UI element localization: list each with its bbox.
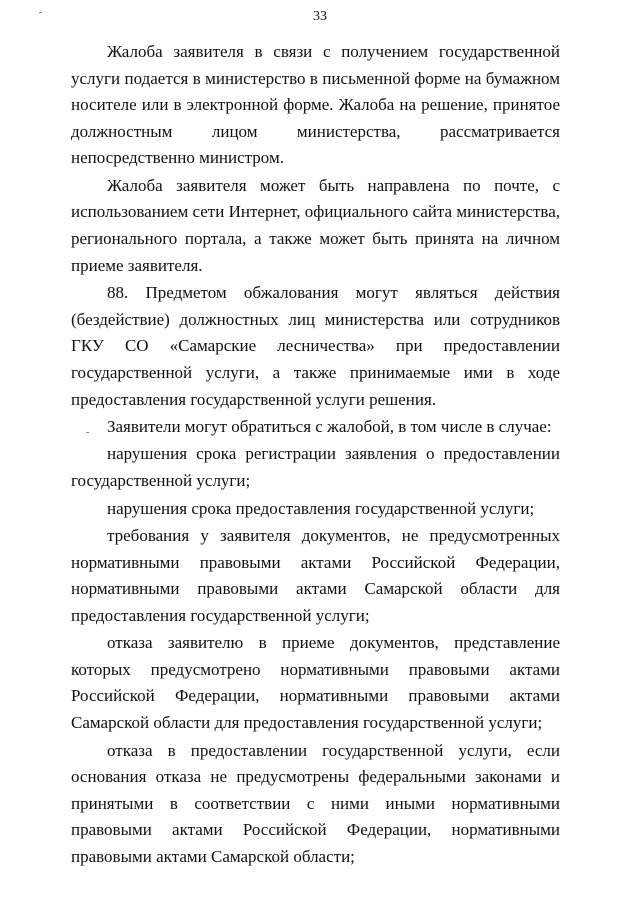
paragraph-complaint-submission: Жалоба заявителя в связи с получением государственной услуги подается в министерство в письменной форме на бумажном носителе или в электронной форме. Жалоба на решение, принятое должностным лицом министерства, рассматривается непосредственно министром. — [71, 42, 560, 168]
page-number: 33 — [313, 9, 327, 24]
document-body — [71, 39, 560, 871]
paragraph-complaint-channels: Жалоба заявителя может быть направлена по почте, с использованием сети Интернет, официального сайта министерства, регионального портала, а также может быть принята на личном приеме заявителя. — [71, 175, 560, 275]
list-item-extra-documents: требования у заявителя документов, не предусмотренных нормативными правовыми актами Российской Федерации, нормативными правовыми актами Самарской области для предоставления государственной услуги; — [71, 526, 560, 625]
paragraph-item-88: 88. Предметом обжалования могут являться действия (бездействие) должностных лиц министерства или сотрудников ГКУ СО «Самарские лесничества» при предоставлении государственной услуги, а также принимаемые ими в ходе предоставления государственной услуги решения. — [71, 283, 560, 409]
paragraph-cases-intro: Заявители могут обратиться с жалобой, в том числе в случае: — [107, 416, 552, 436]
list-item-document-refusal: отказа заявителю в приеме документов, представление которых предусмотрено нормативными правовыми актами Российской Федерации, нормативными правовыми актами Самарской области для предоставления государственной услуги; — [71, 633, 560, 733]
list-item-provision-deadline: нарушения срока предоставления государственной услуги; — [107, 498, 535, 518]
list-item-service-refusal: отказа в предоставлении государственной услуги, если основания отказа не предусмотрены федеральными законами и принятыми в соответствии с ними иными нормативными правовыми актами Российской Федерации, нормативными правовыми актами Самарской области; — [71, 740, 560, 866]
list-item-registration-deadline: нарушения срока регистрации заявления о предоставлении государственной услуги; — [71, 444, 560, 491]
